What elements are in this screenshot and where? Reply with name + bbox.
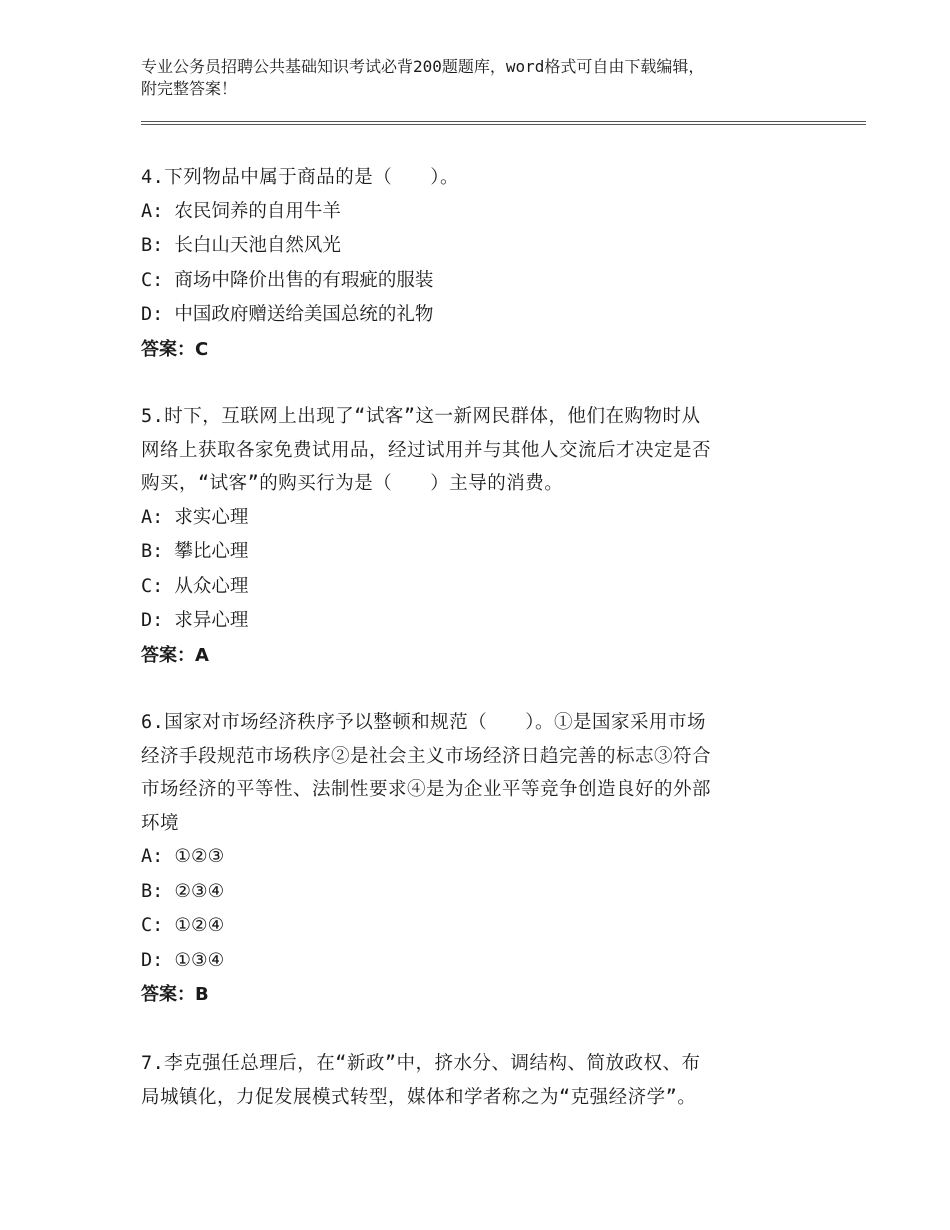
option-b: B: 攀比心理 — [141, 541, 249, 562]
option-b: B: ②③④ — [141, 880, 225, 902]
question-4 — [141, 161, 801, 367]
header-rule-top — [141, 121, 866, 122]
option-a: A: 求实心理 — [141, 506, 249, 528]
option-c: C: ①②④ — [141, 915, 225, 936]
option-a: A: 农民饲养的自用牛羊 — [141, 200, 341, 222]
question-7 — [141, 1047, 801, 1114]
question-5 — [141, 400, 801, 673]
header-line-1: 专业公务员招聘公共基础知识考试必背200题题库，word格式可自由下载编辑， — [141, 57, 705, 76]
option-b: B: 长白山天池自然风光 — [141, 235, 341, 256]
document-header — [141, 56, 821, 100]
option-d: D: 中国政府赠送给美国总统的礼物 — [141, 304, 434, 325]
header-line-2: 附完整答案！ — [141, 79, 238, 98]
question-stem-line: 市场经济的平等性、法制性要求④是为企业平等竞争创造良好的外部 — [141, 779, 712, 800]
option-a: A: ①②③ — [141, 846, 225, 867]
option-c: C: 商场中降价出售的有瑕疵的服装 — [141, 269, 434, 291]
question-6 — [141, 706, 801, 1013]
option-d: D: 求异心理 — [141, 610, 249, 631]
question-stem-line: 经济手段规范市场秩序②是社会主义市场经济日趋完善的标志③符合 — [141, 745, 712, 767]
question-stem-line: 网络上获取各家免费试用品，经过试用并与其他人交流后才决定是否 — [141, 439, 712, 461]
option-d: D: ①③④ — [141, 949, 225, 971]
question-stem: 4.下列物品中属于商品的是（ ）。 — [141, 167, 460, 188]
header-rule-bottom — [141, 124, 866, 125]
answer-label: 答案：B — [141, 984, 209, 1005]
question-stem-line: 7.李克强任总理后，在“新政”中，挤水分、调结构、简放政权、布 — [141, 1053, 701, 1074]
question-stem-line: 6.国家对市场经济秩序予以整顿和规范（ ）。①是国家采用市场 — [141, 712, 707, 733]
question-stem-line: 购买，“试客”的购买行为是（ ）主导的消费。 — [141, 473, 564, 494]
question-stem-line: 局城镇化，力促发展模式转型，媒体和学者称之为“克强经济学”。 — [141, 1086, 697, 1108]
question-stem-line: 环境 — [141, 812, 180, 834]
answer-label: 答案：C — [141, 338, 209, 360]
question-stem-line: 5.时下，互联网上出现了“试客”这一新网民群体，他们在购物时从 — [141, 406, 701, 427]
answer-label: 答案：A — [141, 644, 209, 666]
option-c: C: 从众心理 — [141, 575, 249, 597]
